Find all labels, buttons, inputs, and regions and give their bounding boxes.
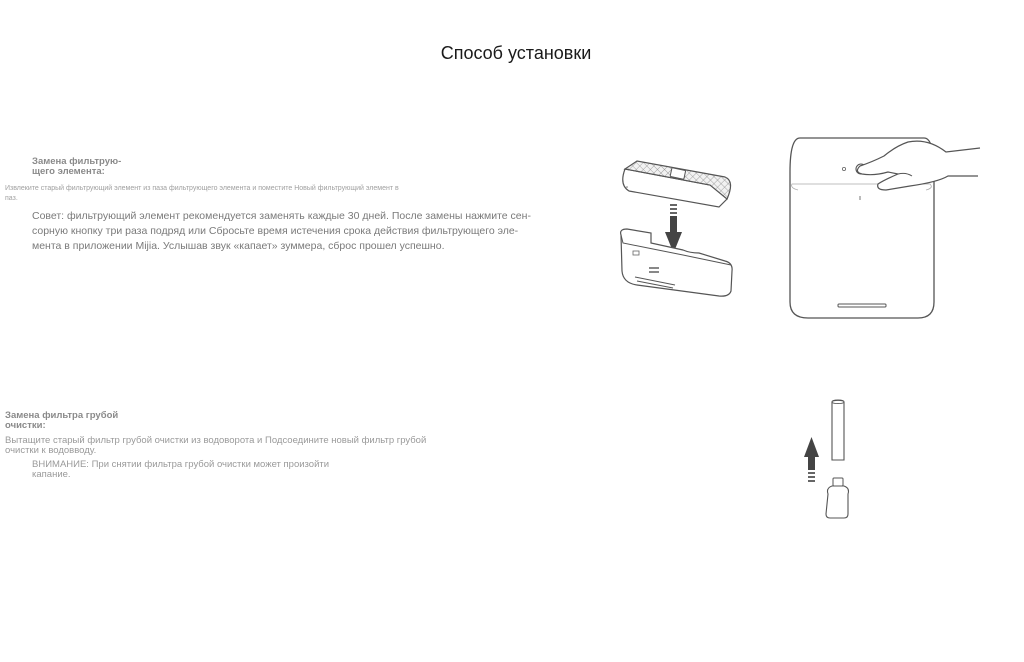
section2-step-text — [5, 436, 426, 456]
section1-step-text — [5, 184, 399, 204]
section2-warning-text — [32, 460, 329, 480]
section1-tip-line2: сорную кнопку три раза подряд или Сбросьте время истечения срока действия фильтрующего эле- — [32, 225, 519, 237]
section1-tip-line1: Совет: фильтрующий элемент рекомендуется заменять каждые 30 дней. После замены нажмите сен- — [32, 210, 531, 222]
section2-warning-line1: ВНИМАНИЕ: При снятии фильтра грубой очистки может произойти — [32, 459, 330, 470]
section1-heading-line1: Замена фильтрую- — [32, 156, 122, 167]
arrow-down-icon — [665, 204, 682, 253]
section2-heading — [5, 411, 118, 431]
section1-heading — [32, 157, 121, 177]
section1-tip-text — [32, 209, 531, 254]
filter-cartridge-illustration — [615, 155, 740, 305]
device-reset-illustration — [788, 132, 983, 322]
page-title: Способ установки — [440, 43, 592, 63]
section1-step-line1: Извлеките старый фильтрующий элемент из паза фильтрующего элемента и поместите Новый фильтрующий элемент в — [5, 185, 399, 192]
arrow-up-icon — [804, 437, 819, 482]
section2-heading-line2: очистки: — [5, 420, 46, 431]
section1-heading-line2: щего элемента: — [32, 166, 105, 177]
section2-warning-line2: капание. — [32, 469, 71, 480]
section2-step-line1: Вытащите старый фильтр грубой очистки из водоворота и Подсоедините новый фильтр грубой — [5, 435, 427, 446]
section2-heading-line1: Замена фильтра грубой — [5, 410, 119, 421]
coarse-filter-illustration — [800, 398, 855, 523]
section1-tip-line3: мента в приложении Mijia. Услышав звук «капает» зуммера, сброс прошел успешно. — [32, 240, 445, 252]
section1-step-line2: паз. — [5, 195, 18, 202]
section2-step-line2: очистки к водовводу. — [5, 445, 97, 456]
